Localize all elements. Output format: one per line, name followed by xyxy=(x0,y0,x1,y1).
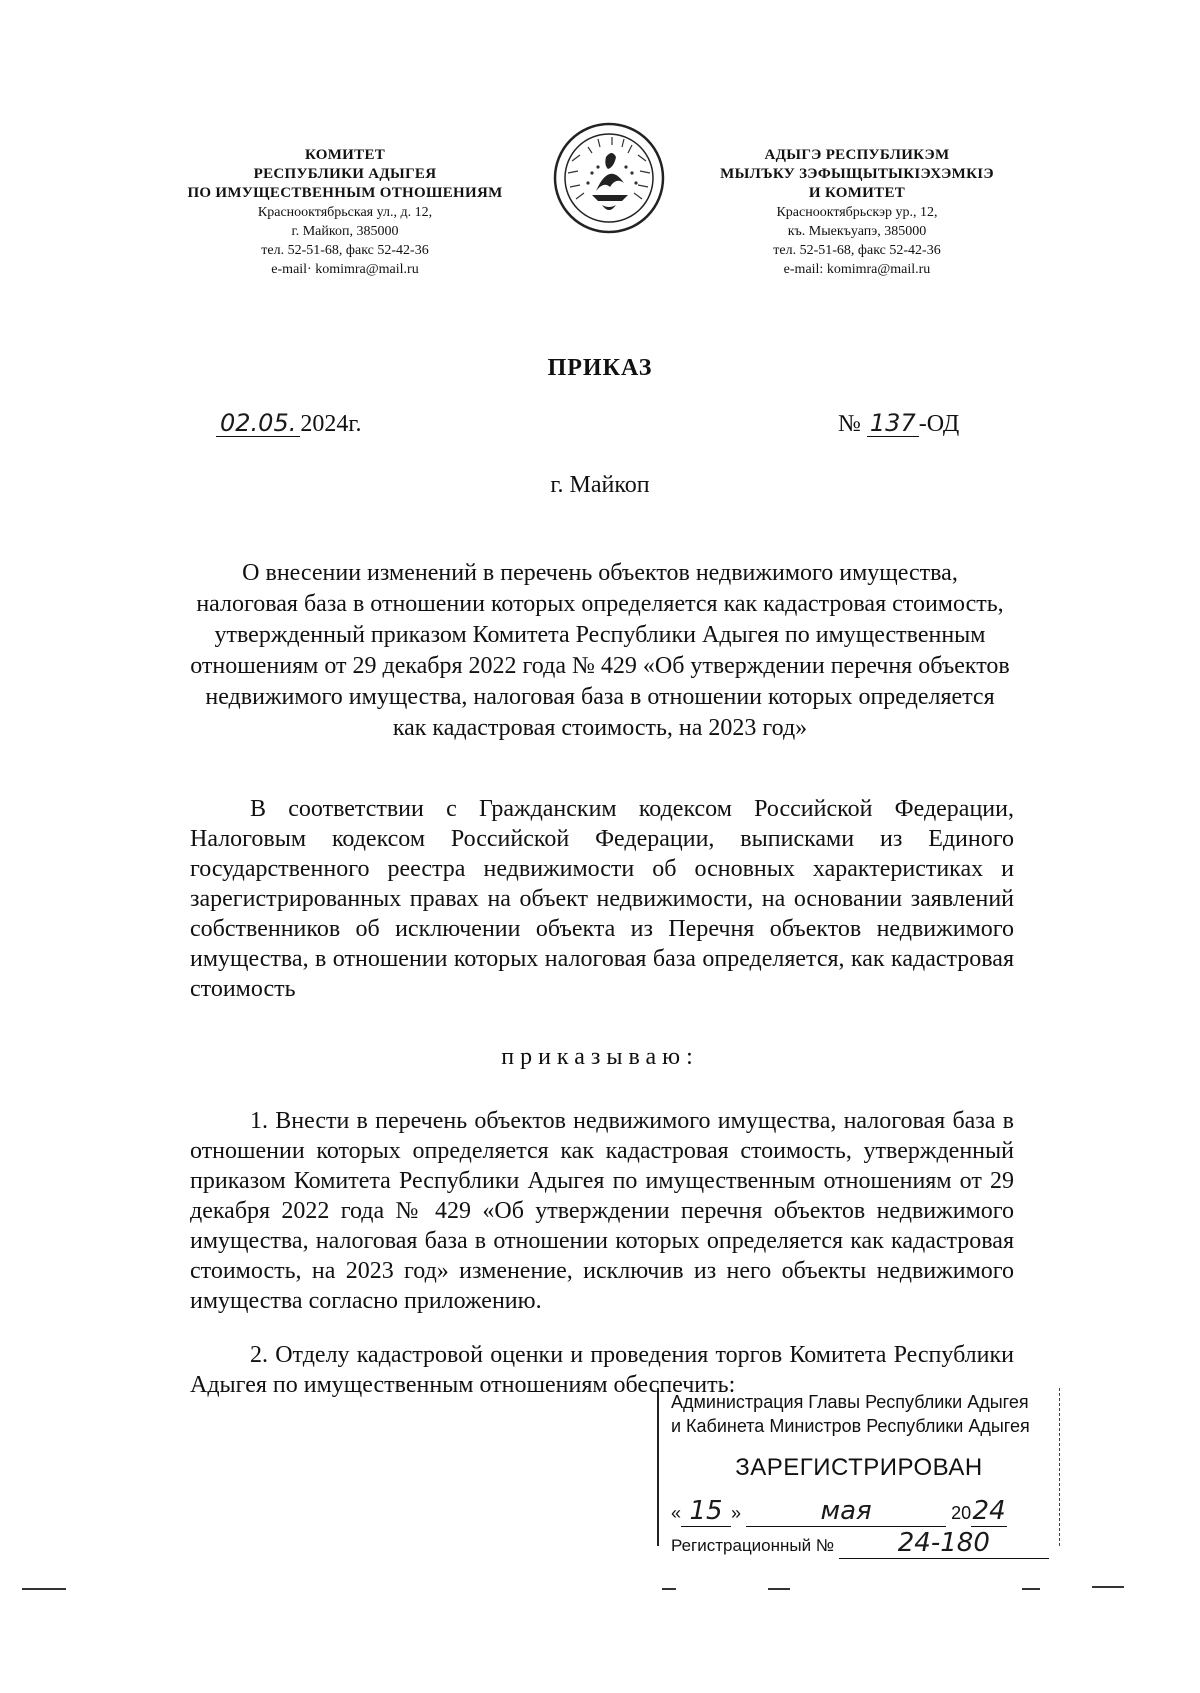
stamp-authority-line2: и Кабинета Министров Республики Адыгея xyxy=(671,1416,1030,1436)
stamp-year-suffix: 24 xyxy=(972,1496,1006,1526)
coat-of-arms-emblem-icon xyxy=(552,121,666,235)
address-line1: Краснооктябрьская ул., д. 12, xyxy=(257,205,433,220)
order-word: приказываю: xyxy=(501,1044,699,1070)
date-suffix: 2024г. xyxy=(300,411,362,437)
stamp-day: 15 xyxy=(689,1496,723,1526)
committee-line2: РЕСПУБЛИКИ АДЫГЕЯ xyxy=(253,166,437,182)
number-suffix: -ОД xyxy=(918,411,960,437)
stamp-registered-label: ЗАРЕГИСТРИРОВАН xyxy=(735,1454,983,1481)
item-2-paragraph: 2. Отделу кадастровой оценки и проведения торгов Комитета Республики Адыгея по имущественным отношениям обеспечить: xyxy=(190,1342,1014,1398)
stamp-reg-number: 24-180 xyxy=(897,1528,990,1558)
registration-stamp xyxy=(657,1388,1060,1558)
committee-adyghe-line1: АДЫГЭ РЕСПУБЛИКЭМ xyxy=(764,147,950,163)
stamp-reg-label: Регистрационный № xyxy=(671,1536,835,1555)
address-adyghe-line2: къ. Мыекъуапэ, 385000 xyxy=(787,224,927,239)
date-handwritten: 02.05. xyxy=(216,410,300,437)
committee-line3: ПО ИМУЩЕСТВЕННЫМ ОТНОШЕНИЯМ xyxy=(187,185,503,201)
document-number xyxy=(838,410,959,438)
committee-line1: КОМИТЕТ xyxy=(304,147,386,163)
number-handwritten: 137 xyxy=(867,410,919,437)
email-adyghe-line: e-mail: komimra@mail.ru xyxy=(783,262,931,277)
header-left xyxy=(170,146,520,279)
email-line: e-mail· komimra@mail.ru xyxy=(271,262,419,277)
item-1-paragraph: 1. Внести в перечень объектов недвижимого имущества, налоговая база в отношении которых определяется как кадастровая стоимость, утвержденный приказом Комитета Республики Адыгея по имущественным отношениям от 29 декабря 2022 года № 429 «Об утверждении перечня объектов недвижимого имущества, налоговая база в отношении которых определяется как кадастровая стоимость, на 2023 год» изменение, исключив из него объекты недвижимого имущества согласно приложению. xyxy=(190,1108,1014,1314)
document-title: ПРИКАЗ xyxy=(547,355,653,381)
committee-adyghe-line2: МЫЛЪКУ ЗЭФЫЩЫТЫКІЭХЭМКІЭ xyxy=(720,166,994,182)
address-line2: г. Майкоп, 385000 xyxy=(291,224,399,239)
stamp-authority-line1: Администрация Главы Республики Адыгея xyxy=(671,1392,1029,1412)
phone-line: тел. 52-51-68, факс 52-42-36 xyxy=(261,243,429,258)
stamp-quote-close: » xyxy=(731,1503,742,1523)
header-right xyxy=(682,146,1032,279)
stamp-quote-open: « xyxy=(671,1503,682,1523)
city: г. Майкоп xyxy=(550,472,650,498)
document-subject: О внесении изменений в перечень объектов недвижимого имущества, налоговая база в отношении которых определяется как кадастровая стоимость, утвержденный приказом Комитета Республики Адыгея по имущественным отношениям от 29 декабря 2022 года № 429 «Об утверждении перечня объектов недвижимого имущества, налоговая база в отношении которых определяется как кадастровая стоимость, на 2023 год» xyxy=(190,560,1010,741)
stamp-year-prefix: 20 xyxy=(951,1503,972,1523)
committee-adyghe-line3: И КОМИТЕТ xyxy=(808,185,906,201)
preamble-paragraph: В соответствии с Гражданским кодексом Российской Федерации, Налоговым кодексом Российской Федерации, выписками из Единого государственного реестра недвижимости об основных характеристиках и зарегистрированных правах на объект недвижимости, на основании заявлений собственников об исключении объекта из Перечня объектов недвижимого имущества, в отношении которых налоговая база определяется, как кадастровая стоимость xyxy=(190,796,1014,1002)
phone-adyghe-line: тел. 52-51-68, факс 52-42-36 xyxy=(773,243,941,258)
stamp-number-row xyxy=(671,1528,1056,1559)
stamp-date-row xyxy=(671,1496,1056,1527)
document-date xyxy=(216,410,361,438)
number-prefix: № xyxy=(838,411,861,437)
stamp-month: мая xyxy=(820,1496,872,1526)
address-adyghe-line1: Краснооктябрьскэр ур., 12, xyxy=(776,205,938,220)
